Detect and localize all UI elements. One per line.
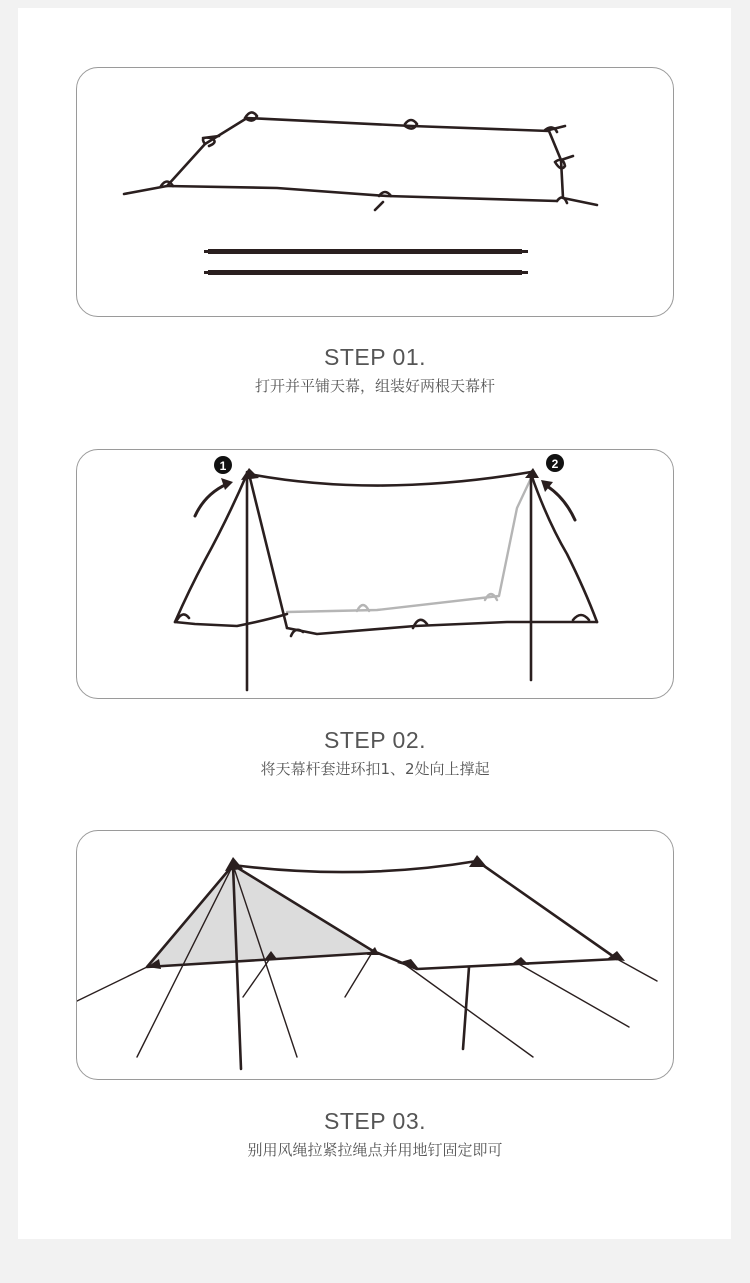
tarp-staked-with-guylines-icon — [77, 831, 674, 1080]
flat-tarp-and-two-poles-icon — [77, 68, 674, 317]
step-2-description: 将天幕杆套进环扣1、2处向上撑起 — [260, 760, 490, 778]
step-1-title: STEP 01. — [323, 344, 427, 370]
step-3-title: STEP 03. — [323, 1108, 427, 1134]
step-3-description: 别用风绳拉紧拉绳点并用地钉固定即可 — [247, 1141, 503, 1159]
tarp-raised-on-poles-icon — [77, 450, 674, 699]
marker-2-icon — [546, 454, 564, 472]
step-2-title: STEP 02. — [323, 727, 427, 753]
step-1-panel — [76, 67, 674, 317]
step-1-description: 打开并平铺天幕，组装好两根天幕杆 — [254, 377, 495, 395]
lift-arrow-right — [547, 486, 575, 520]
pole-pair — [204, 249, 528, 275]
marker-1-icon — [214, 456, 232, 474]
svg-text:1: 1 — [219, 459, 227, 473]
lift-arrow-left — [195, 484, 227, 516]
step-2-panel — [76, 449, 674, 699]
step-3-panel — [76, 830, 674, 1080]
svg-text:2: 2 — [551, 457, 559, 471]
